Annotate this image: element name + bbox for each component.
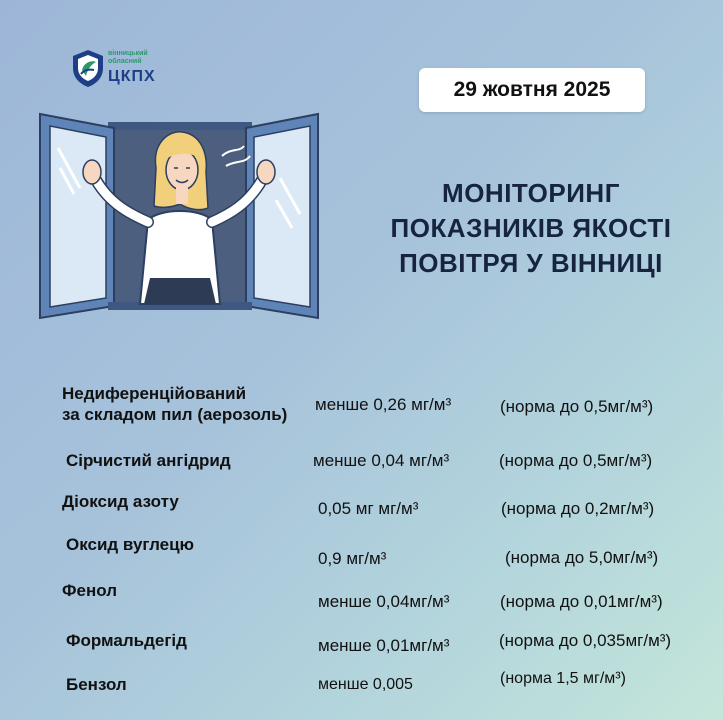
logo-subtitle <box>108 50 148 66</box>
row-norm-nitrogen-dioxide: (норма до 0,2мг/м³) <box>501 499 655 518</box>
row-label-nitrogen-dioxide: Діоксид азоту <box>62 492 179 511</box>
row-label-dust-line2: за складом пил (аерозоль) <box>62 405 288 424</box>
row-norm-phenol: (норма до 0,01мг/м³) <box>500 592 663 611</box>
row-label-sulfur-dioxide: Сірчистий ангідрид <box>66 451 231 470</box>
row-norm-benzene: (норма 1,5 мг/м³) <box>500 670 626 687</box>
row-label-dust <box>62 383 287 425</box>
row-value-dust: менше 0,26 мг/м³ <box>315 395 452 414</box>
row-value-sulfur-dioxide: менше 0,04 мг/м³ <box>313 451 450 470</box>
logo-subtitle-line2: обласний <box>108 58 142 65</box>
row-value-nitrogen-dioxide: 0,05 мг мг/м³ <box>318 499 419 518</box>
logo-subtitle-line1: вінницький <box>108 50 148 57</box>
row-norm-dust: (норма до 0,5мг/м³) <box>500 397 654 416</box>
row-label-carbon-monoxide: Оксид вуглецю <box>66 535 195 554</box>
date-badge <box>419 68 645 112</box>
logo-text: ЦКПХ <box>108 68 156 85</box>
row-value-formaldehyde: менше 0,01мг/м³ <box>318 636 450 655</box>
row-norm-carbon-monoxide: (норма до 5,0мг/м³) <box>505 548 659 567</box>
row-value-benzene: менше 0,005 <box>318 676 413 693</box>
title-line-1: МОНІТОРИНГ <box>442 178 620 208</box>
row-label-benzene: Бензол <box>66 675 127 694</box>
row-label-dust-line1: Недиференційований <box>62 384 247 403</box>
page-title <box>356 176 706 281</box>
date-text: 29 жовтня 2025 <box>453 78 611 101</box>
woman-opening-window-illustration <box>30 108 330 328</box>
shield-logo-icon <box>70 48 106 88</box>
row-label-phenol: Фенол <box>62 581 117 600</box>
row-label-formaldehyde: Формальдегід <box>66 631 187 650</box>
row-norm-formaldehyde: (норма до 0,035мг/м³) <box>499 631 672 650</box>
row-value-phenol: менше 0,04мг/м³ <box>318 592 450 611</box>
title-line-3: ПОВІТРЯ У ВІННИЦІ <box>399 248 663 278</box>
row-value-carbon-monoxide: 0,9 мг/м³ <box>318 549 387 568</box>
row-norm-sulfur-dioxide: (норма до 0,5мг/м³) <box>499 451 653 470</box>
organization-logo <box>70 46 190 92</box>
title-line-2: ПОКАЗНИКІВ ЯКОСТІ <box>390 213 672 243</box>
